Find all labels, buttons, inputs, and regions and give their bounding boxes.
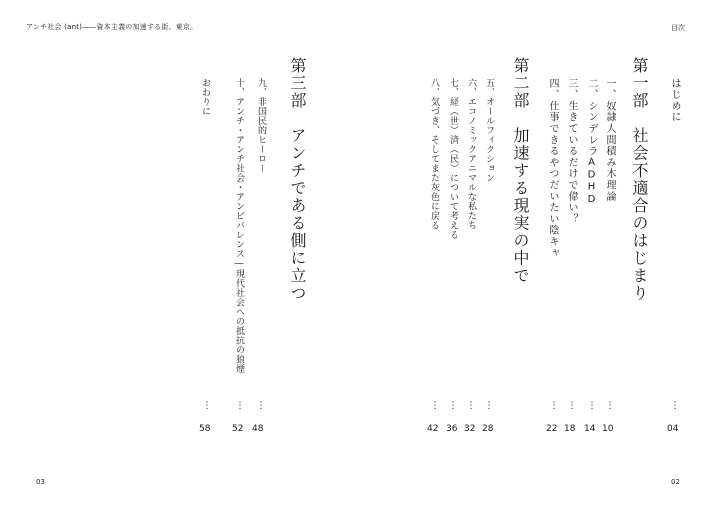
toc-leader: ⋮ bbox=[670, 401, 680, 411]
toc-part2-item8: 八、気づき、そしてまた灰色に戻る bbox=[429, 78, 439, 230]
toc-part1-item1: 一、奴隷人間積み木理論 bbox=[604, 78, 615, 203]
toc-leader: ⋮ bbox=[605, 401, 615, 411]
toc-part2-item7-page: 36 bbox=[446, 424, 458, 434]
toc-leader: ⋮ bbox=[567, 401, 577, 411]
toc-part1-item4-page: 22 bbox=[546, 424, 558, 434]
toc-part2-item5-page: 28 bbox=[482, 424, 494, 434]
folio-left: 03 bbox=[36, 478, 45, 486]
folio-right: 02 bbox=[671, 478, 680, 486]
toc-part3-item9: 九、非国民的ヒーロー bbox=[256, 78, 266, 173]
toc-part1-item2: 二、シンデレラADHD bbox=[586, 78, 597, 207]
toc-leader: ⋮ bbox=[202, 401, 212, 411]
toc-leader: ⋮ bbox=[256, 401, 266, 411]
toc-part2-item8-page: 42 bbox=[427, 424, 439, 434]
toc-part1-item1-page: 10 bbox=[602, 424, 614, 434]
toc-leader: ⋮ bbox=[235, 401, 245, 411]
toc-part3-title: 第三部 アンチである側に立つ bbox=[288, 57, 307, 302]
running-head-book-title: アンチ社会 (ant)――資本主義の加速する街、東京。 bbox=[26, 23, 198, 31]
toc-intro-title: はじめに bbox=[669, 78, 680, 124]
toc-part2-item6: 六、エコノミックアニマルな私たち bbox=[466, 78, 476, 230]
toc-leader: ⋮ bbox=[466, 401, 476, 411]
toc-intro-page: 04 bbox=[667, 424, 679, 434]
toc-leader: ⋮ bbox=[549, 401, 559, 411]
toc-part2-item5: 五、オールフィクション bbox=[484, 78, 494, 183]
toc-part3-item9-page: 48 bbox=[252, 424, 264, 434]
toc-part2-item6-page: 32 bbox=[464, 424, 476, 434]
toc-part1-title: 第一部 社会不適合のはじまり bbox=[630, 57, 649, 302]
running-head-contents: 目次 bbox=[671, 24, 685, 32]
toc-leader: ⋮ bbox=[430, 401, 440, 411]
toc-part1-item4: 四、仕事できるやつだいたい陰キャ bbox=[547, 78, 558, 259]
toc-part3-item10: 十、アンチ・アンチ社会・アンビバレンス―現代社会への抵抗の狼煙 bbox=[234, 78, 244, 374]
toc-leader: ⋮ bbox=[448, 401, 458, 411]
toc-leader: ⋮ bbox=[484, 401, 494, 411]
toc-part2-title: 第二部 加速する現実の中で bbox=[511, 57, 530, 285]
toc-part1-item3: 三、生きているだけで偉い？ bbox=[566, 78, 577, 225]
toc-part3-closing: おわりに bbox=[200, 78, 210, 116]
toc-part3-item10-page: 52 bbox=[232, 424, 244, 434]
toc-leader: ⋮ bbox=[587, 401, 597, 411]
toc-part3-closing-page: 58 bbox=[199, 424, 211, 434]
toc-part2-item7: 七、経（世）済（民）について考える bbox=[448, 78, 458, 240]
toc-part1-item2-page: 14 bbox=[584, 424, 596, 434]
toc-part1-item3-page: 18 bbox=[564, 424, 576, 434]
